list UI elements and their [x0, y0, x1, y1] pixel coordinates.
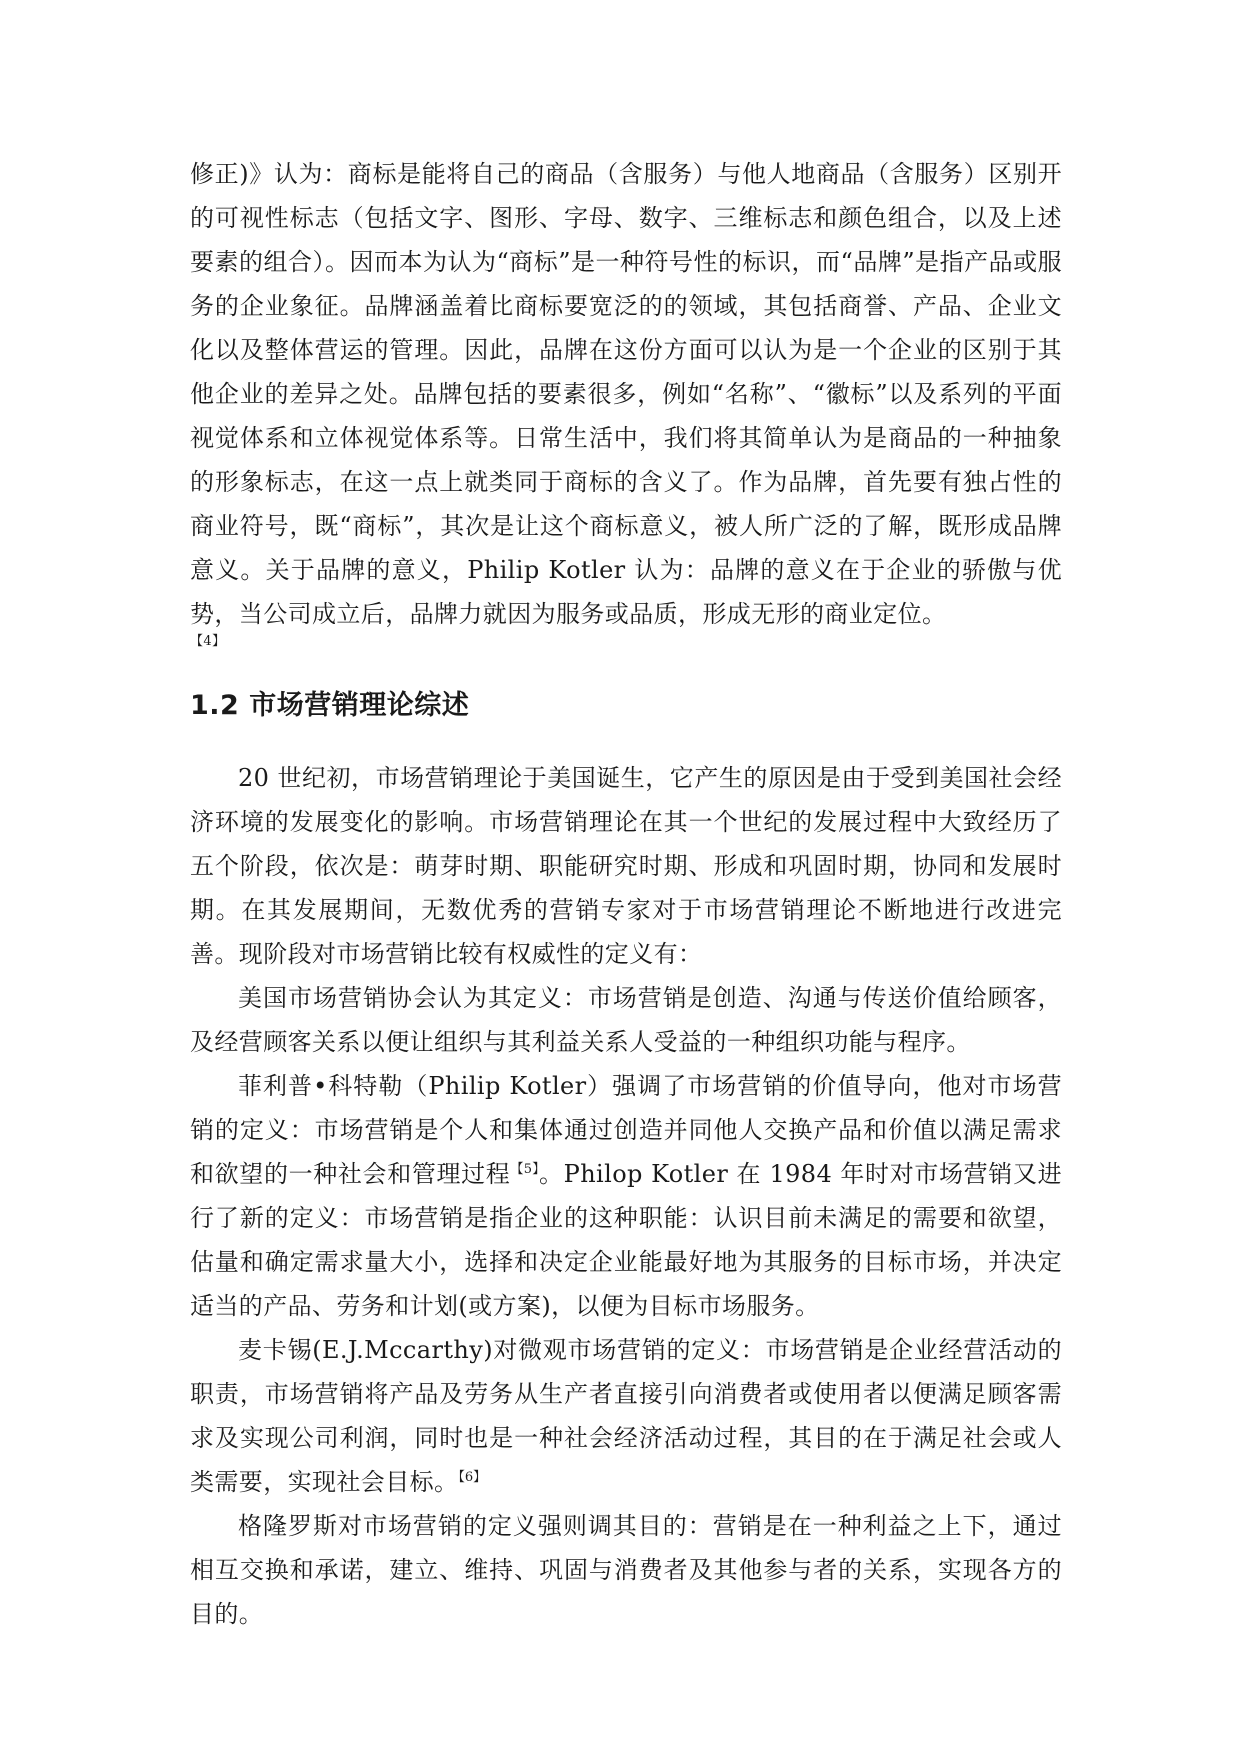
paragraph-text: 麦卡锡(E.J.Mccarthy)对微观市场营销的定义：市场营销是企业经营活动的职责，市场营销将产品及劳务从生产者直接引向消费者或使用者以便满足顾客需求及实现公司利润，同时也是一种社会经济活动过程，其目的在于满足社会或人类需要，实现社会目标。 [190, 1336, 1062, 1496]
paragraph-text-part-a: 菲利普•科特勒（Philip Kotler）强调了市场营销的价值导向，他对市场营销的定义：市场营销是个人和集体通过创造并同他人交换产品和价值以满足需求和欲望的一种社会和管理过程 [190, 1072, 1062, 1188]
section-heading: 1.2 市场营销理论综述 [190, 690, 470, 721]
citation-5: 【5】 [510, 1162, 539, 1177]
document-page [190, 152, 1062, 1636]
citation-4: 【4】 [190, 634, 226, 649]
citation-6: 【6】 [458, 1470, 487, 1485]
paragraph-trademark-brand [190, 152, 1062, 652]
paragraph-text-part-b: 。Philop Kotler 在 1984 年时对市场营销又进行了新的定义：市场营销是指企业的这种职能：认识目前未满足的需要和欲望，估量和确定需求量大小，选择和决定企业能最好地为其服务的目标市场，并决定适当的产品、劳务和计划(或方案)，以便为目标市场服务。 [190, 1160, 1063, 1320]
paragraph-mccarthy-definition [190, 1328, 1062, 1504]
paragraph-ama-definition: 美国市场营销协会认为其定义：市场营销是创造、沟通与传送价值给顾客，及经营顾客关系以便让组织与其利益关系人受益的一种组织功能与程序。 [190, 984, 1062, 1056]
paragraph-text: 修正)》认为：商标是能将自己的商品（含服务）与他人地商品（含服务）区别开的可视性标志（包括文字、图形、字母、数字、三维标志和颜色组合，以及上述要素的组合）。因而本为认为“商标”是一种符号性的标识，而“品牌”是指产品或服务的企业象征。品牌涵盖着比商标要宽泛的的领域，其包括商誉、产品、企业文化以及整体营运的管理。因此，品牌在这份方面可以认为是一个企业的区别于其他企业的差异之处。品牌包括的要素很多，例如“名称”、“徽标”以及系列的平面视觉体系和立体视觉体系等。日常生活中，我们将其简单认为是商品的一种抽象的形象标志，在这一点上就类同于商标的含义了。作为品牌，首先要有独占性的商业符号，既“商标”，其次是让这个商标意义，被人所广泛的了解，既形成品牌意义。关于品牌的意义，Philip Kotler 认为：品牌的意义在于企业的骄傲与优势，当公司成立后，品牌力就因为服务或品质，形成无形的商业定位。 [190, 160, 1062, 628]
paragraph-gronroos-definition: 格隆罗斯对市场营销的定义强则调其目的：营销是在一种利益之上下，通过相互交换和承诺，建立、维持、巩固与消费者及其他参与者的关系，实现各方的目的。 [190, 1512, 1062, 1628]
paragraph-kotler-definition [190, 1064, 1062, 1328]
paragraph-marketing-history: 20 世纪初，市场营销理论于美国诞生，它产生的原因是由于受到美国社会经济环境的发展变化的影响。市场营销理论在其一个世纪的发展过程中大致经历了五个阶段，依次是：萌芽时期、职能研究时期、形成和巩固时期，协同和发展时期。在其发展期间，无数优秀的营销专家对于市场营销理论不断地进行改进完善。现阶段对市场营销比较有权威性的定义有： [190, 764, 1062, 968]
